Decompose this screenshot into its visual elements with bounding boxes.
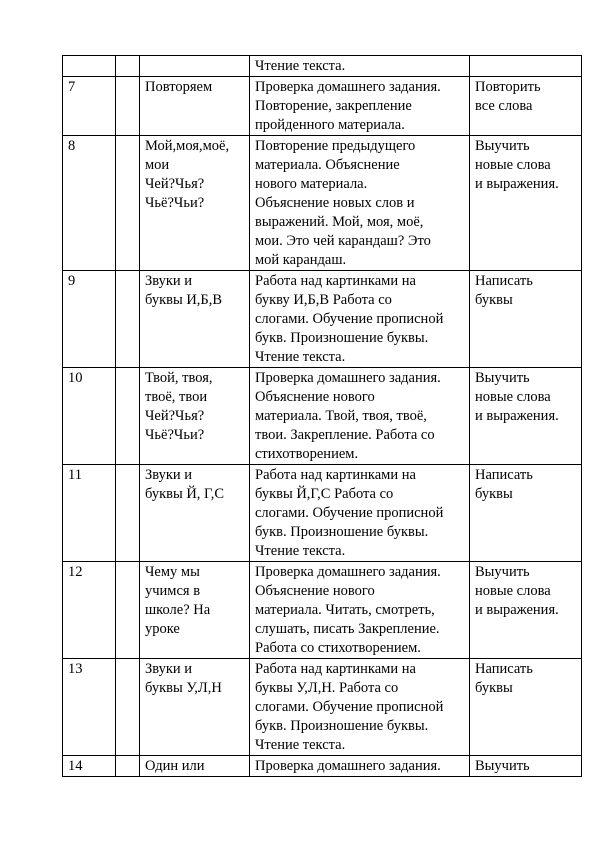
content-line: слушать, писать Закрепление. (255, 621, 440, 637)
content-line: Работа над картинками на (255, 467, 416, 483)
empty-cell (116, 368, 140, 465)
content-line: выражений. Мой, моя, моё, (255, 214, 424, 230)
homework-cell (470, 77, 582, 136)
lesson-content-cell (250, 756, 470, 777)
empty-cell (116, 56, 140, 77)
empty-cell (116, 562, 140, 659)
homework-line: и выражения. (475, 602, 559, 618)
homework-line: буквы (475, 680, 513, 696)
homework-cell (470, 271, 582, 368)
topic-line: учимся в (145, 583, 201, 599)
content-line: буквы У,Л,Н. Работа со (255, 680, 399, 696)
content-line: Повторение предыдущего (255, 138, 416, 154)
lesson-topic-cell (140, 136, 250, 271)
lesson-content-cell (250, 56, 470, 77)
lesson-content-cell (250, 465, 470, 562)
topic-line: уроке (145, 621, 180, 637)
homework-line: Написать (475, 467, 533, 483)
topic-line: буквы У,Л,Н (145, 680, 222, 696)
homework-line: Выучить (475, 758, 530, 774)
content-line: Объяснение нового (255, 389, 375, 405)
topic-line: мои (145, 157, 170, 173)
lesson-content-cell (250, 659, 470, 756)
table-row (63, 56, 582, 77)
content-line: Проверка домашнего задания. (255, 564, 441, 580)
content-line: Работа над картинками на (255, 661, 416, 677)
content-line: Чтение текста. (255, 543, 346, 559)
homework-cell (470, 756, 582, 777)
content-line: Объяснение нового (255, 583, 375, 599)
content-line: букв. Произношение буквы. (255, 718, 429, 734)
content-line: букв. Произношение буквы. (255, 330, 429, 346)
table-row (63, 465, 582, 562)
topic-line: твоё, твои (145, 389, 208, 405)
topic-line: буквы Й, Г,С (145, 486, 225, 502)
lesson-number-cell: 10 (63, 368, 116, 465)
table-row (63, 562, 582, 659)
content-line: слогами. Обучение прописной (255, 699, 444, 715)
lesson-content-cell (250, 562, 470, 659)
homework-cell (470, 465, 582, 562)
homework-line: буквы (475, 486, 513, 502)
content-line: букв. Произношение буквы. (255, 524, 429, 540)
lesson-topic-cell (140, 659, 250, 756)
lesson-topic-cell (140, 465, 250, 562)
lesson-number-cell: 12 (63, 562, 116, 659)
topic-line: Повторяем (145, 79, 213, 95)
table-row (63, 756, 582, 777)
content-line: мой карандаш. (255, 252, 347, 268)
content-line: материала. Объяснение (255, 157, 400, 173)
homework-cell (470, 56, 582, 77)
lesson-number-cell (63, 56, 116, 77)
topic-line: Звуки и (145, 661, 193, 677)
lesson-topic-cell (140, 56, 250, 77)
content-line: Повторение, закрепление (255, 98, 412, 114)
lesson-topic-cell (140, 368, 250, 465)
homework-line: и выражения. (475, 408, 559, 424)
content-line: твои. Закрепление. Работа со (255, 427, 435, 443)
topic-line: буквы И,Б,В (145, 292, 223, 308)
content-line: Проверка домашнего задания. (255, 758, 441, 774)
topic-line: Чему мы (145, 564, 200, 580)
content-line: Объяснение новых слов и (255, 195, 415, 211)
homework-cell (470, 136, 582, 271)
homework-line: новые слова (475, 157, 551, 173)
lesson-topic-cell (140, 77, 250, 136)
topic-line: Чей?Чья? (145, 408, 205, 424)
homework-line: и выражения. (475, 176, 559, 192)
content-line: Чтение текста. (255, 349, 346, 365)
content-line: материала. Читать, смотреть, (255, 602, 435, 618)
homework-cell (470, 659, 582, 756)
topic-line: Один или (145, 758, 205, 774)
content-line: Чтение текста. (255, 58, 346, 74)
table-row (63, 368, 582, 465)
content-line: Работа со стихотворением. (255, 640, 421, 656)
lesson-topic-cell (140, 562, 250, 659)
homework-line: буквы (475, 292, 513, 308)
lesson-plan-table-body (63, 56, 582, 777)
homework-line: новые слова (475, 389, 551, 405)
empty-cell (116, 756, 140, 777)
lesson-number-cell: 9 (63, 271, 116, 368)
table-row (63, 77, 582, 136)
lesson-content-cell (250, 368, 470, 465)
lesson-number-cell: 13 (63, 659, 116, 756)
homework-line: все слова (475, 98, 533, 114)
table-row (63, 271, 582, 368)
content-line: Проверка домашнего задания. (255, 79, 441, 95)
content-line: пройденного материала. (255, 117, 405, 133)
content-line: мои. Это чей карандаш? Это (255, 233, 431, 249)
homework-cell (470, 368, 582, 465)
lesson-number-cell: 7 (63, 77, 116, 136)
content-line: нового материала. (255, 176, 368, 192)
topic-line: Звуки и (145, 273, 193, 289)
content-line: слогами. Обучение прописной (255, 311, 444, 327)
empty-cell (116, 271, 140, 368)
homework-cell (470, 562, 582, 659)
homework-line: Выучить (475, 138, 530, 154)
homework-line: Написать (475, 661, 533, 677)
content-line: Проверка домашнего задания. (255, 370, 441, 386)
empty-cell (116, 136, 140, 271)
lesson-content-cell (250, 271, 470, 368)
content-line: стихотворением. (255, 446, 359, 462)
empty-cell (116, 659, 140, 756)
homework-line: Написать (475, 273, 533, 289)
empty-cell (116, 465, 140, 562)
lesson-topic-cell (140, 756, 250, 777)
topic-line: Звуки и (145, 467, 193, 483)
content-line: Чтение текста. (255, 737, 346, 753)
topic-line: Чей?Чья? (145, 176, 205, 192)
content-line: буквы Й,Г,С Работа со (255, 486, 394, 502)
topic-line: Мой,моя,моё, (145, 138, 230, 154)
table-row (63, 136, 582, 271)
lesson-number-cell: 14 (63, 756, 116, 777)
homework-line: Выучить (475, 370, 530, 386)
homework-line: Повторить (475, 79, 541, 95)
lesson-content-cell (250, 136, 470, 271)
lesson-content-cell (250, 77, 470, 136)
topic-line: Твой, твоя, (145, 370, 213, 386)
homework-line: Выучить (475, 564, 530, 580)
table-row (63, 659, 582, 756)
content-line: букву И,Б,В Работа со (255, 292, 392, 308)
content-line: материала. Твой, твоя, твоё, (255, 408, 427, 424)
topic-line: Чьё?Чьи? (145, 195, 205, 211)
lesson-topic-cell (140, 271, 250, 368)
homework-line: новые слова (475, 583, 551, 599)
lesson-plan-table (62, 55, 582, 777)
content-line: слогами. Обучение прописной (255, 505, 444, 521)
topic-line: Чьё?Чьи? (145, 427, 205, 443)
content-line: Работа над картинками на (255, 273, 416, 289)
lesson-number-cell: 8 (63, 136, 116, 271)
lesson-number-cell: 11 (63, 465, 116, 562)
topic-line: школе? На (145, 602, 211, 618)
empty-cell (116, 77, 140, 136)
